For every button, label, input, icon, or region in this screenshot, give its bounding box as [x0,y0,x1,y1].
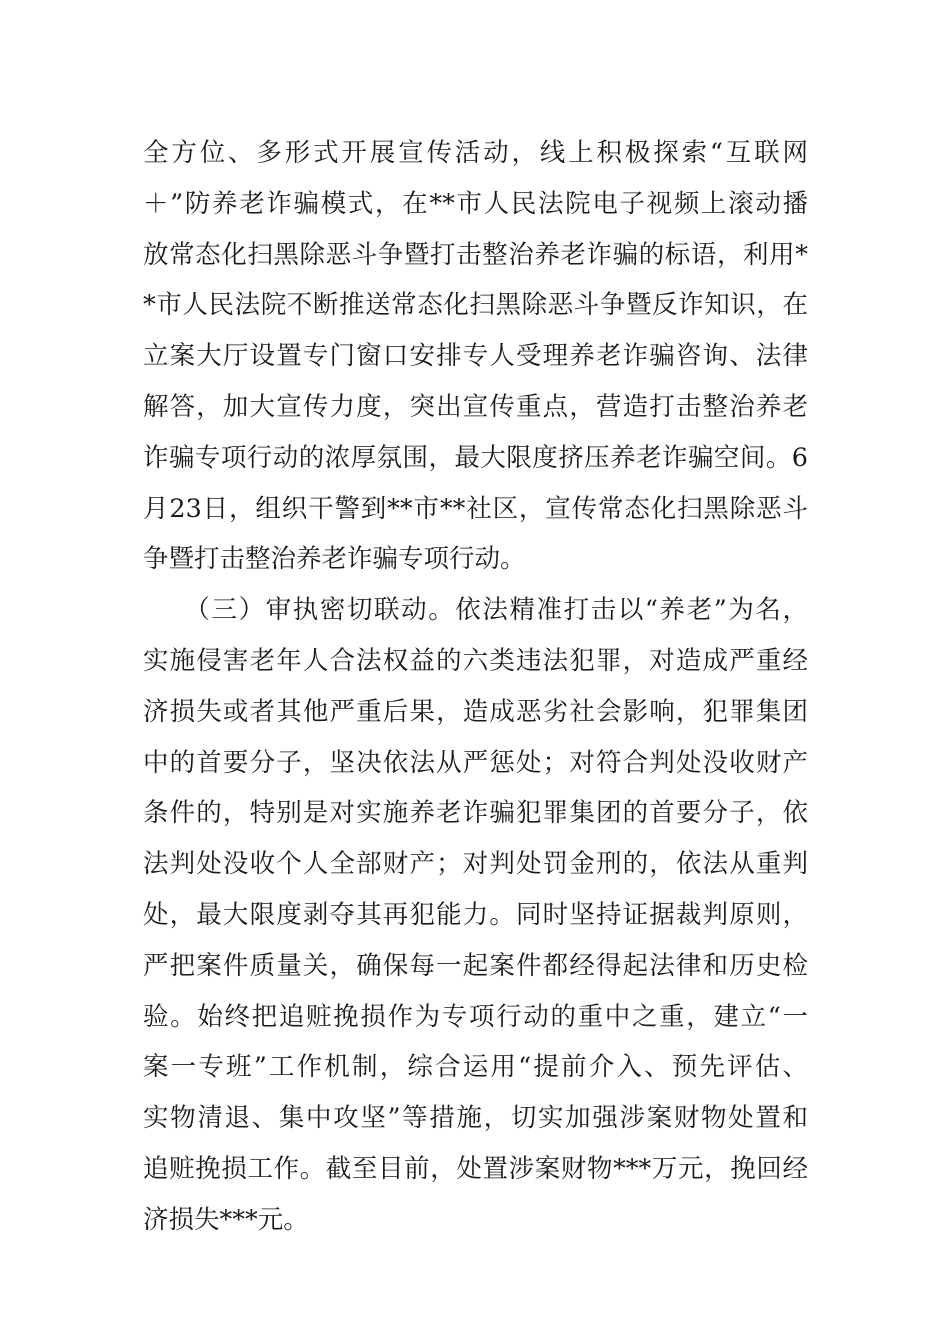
text-line: 解答，加大宣传力度，突出宣传重点，营造打击整治养老 [143,391,808,422]
paragraph-end-line: 争暨打击整治养老诈骗专项行动。 [143,544,526,575]
text-line: 条件的，特别是对实施养老诈骗犯罪集团的首要分子，依 [143,798,808,829]
text-line: 追赃挽损工作。截至目前，处置涉案财物***万元，挽回经 [143,1153,808,1184]
text-line: 济损失或者其他严重后果，造成恶劣社会影响，犯罪集团 [143,696,808,727]
text-line: 实施侵害老年人合法权益的六类违法犯罪，对造成严重经 [143,645,808,676]
text-line: 立案大厅设置专门窗口安排专人受理养老诈骗咨询、法律 [143,341,808,372]
text-line: 中的首要分子，坚决依法从严惩处；对符合判处没收财产 [143,747,808,778]
document-body [143,128,808,1246]
text-line: 验。始终把追赃挽损作为专项行动的重中之重，建立“一 [143,1001,808,1032]
text-line: 法判处没收个人全部财产；对判处罚金刑的，依法从重判 [143,849,808,880]
paragraph-end-line: 济损失***元。 [143,1204,309,1235]
text-line: 全方位、多形式开展宣传活动，线上积极探索“互联网 [143,138,808,168]
text-line: 严把案件质量关，确保每一起案件都经得起法律和历史检 [143,950,808,981]
text-line: ＋”防养老诈骗模式，在**市人民法院电子视频上滚动播 [143,188,808,219]
text-line: 案一专班”工作机制，综合运用“提前介入、预先评估、 [143,1052,808,1083]
text-line: *市人民法院不断推送常态化扫黑除恶斗争暨反诈知识，在 [143,290,808,321]
text-line: 放常态化扫黑除恶斗争暨打击整治养老诈骗的标语，利用* [143,239,808,270]
section-heading-line: （三）审执密切联动。依法精准打击以“养老”为名， [143,595,808,626]
text-line: 诈骗专项行动的浓厚氛围，最大限度挤压养老诈骗空间。6 [143,442,808,473]
text-line: 实物清退、集中攻坚”等措施，切实加强涉案财物处置和 [143,1103,808,1134]
text-line: 处，最大限度剥夺其再犯能力。同时坚持证据裁判原则， [143,899,808,930]
text-line: 月23日，组织干警到**市**社区，宣传常态化扫黑除恶斗 [143,493,808,524]
